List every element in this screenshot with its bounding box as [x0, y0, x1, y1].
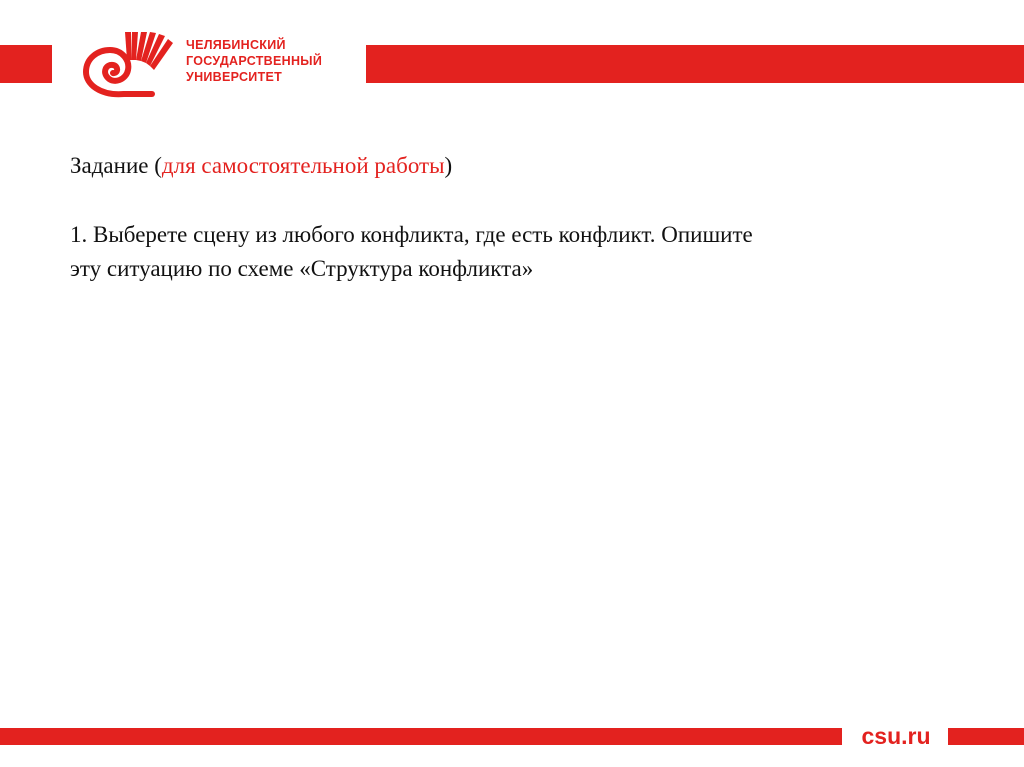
task-text: [70, 218, 970, 286]
footer-bar-left: [0, 728, 842, 745]
heading-suffix: ): [444, 153, 453, 178]
university-name-line-3: УНИВЕРСИТЕТ: [186, 70, 283, 84]
header-bar-left: [0, 45, 52, 83]
university-name-line-1: ЧЕЛЯБИНСКИЙ: [186, 38, 286, 52]
task-line-1: 1. Выберете сцену из любого конфликта, где есть конфликт. Опишите: [70, 222, 753, 247]
slide-content: [70, 150, 970, 286]
university-name: [186, 37, 322, 85]
footer-bar-right: [948, 728, 1024, 745]
heading-accent: для самостоятельной работы: [161, 153, 445, 178]
university-name-line-2: ГОСУДАРСТВЕННЫЙ: [186, 54, 323, 68]
task-line-2: эту ситуацию по схеме «Структура конфликта»: [70, 256, 534, 281]
heading-prefix: Задание (: [70, 153, 162, 178]
header-bar-right: [366, 45, 1024, 83]
slide-heading: [70, 150, 970, 182]
university-logo-icon: [80, 30, 180, 98]
site-link[interactable]: csu.ru: [861, 723, 931, 749]
